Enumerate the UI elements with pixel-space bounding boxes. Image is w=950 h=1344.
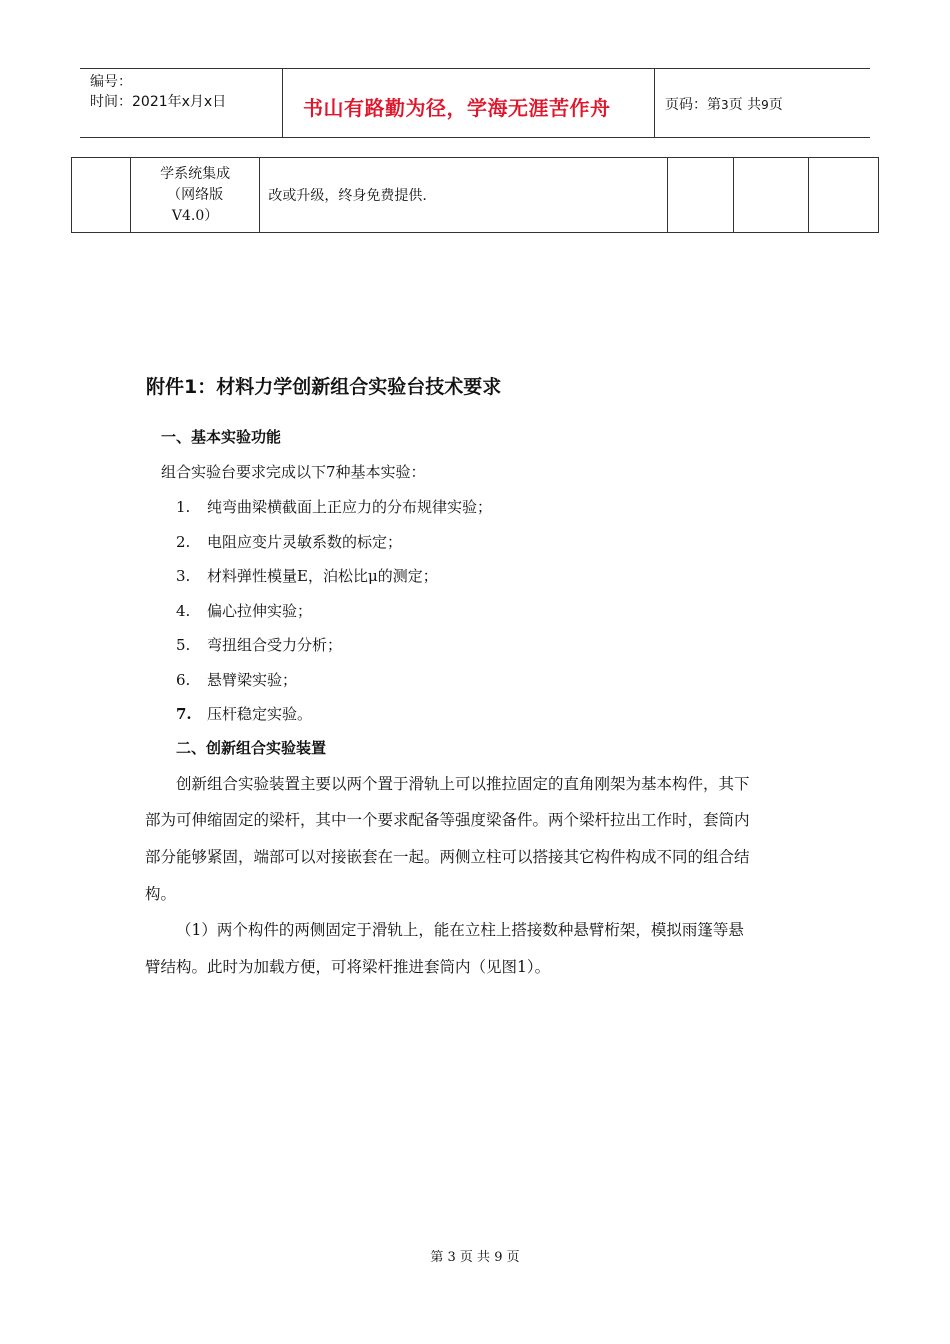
list-text: 材料弹性模量E，泊松比μ的测定； [207, 567, 438, 585]
document-title: 附件1：材料力学创新组合实验台技术要求 [146, 376, 502, 398]
list-number: 6. [176, 671, 191, 689]
list-text: 偏心拉伸实验； [207, 602, 313, 620]
page-prefix: 页码：第 [665, 97, 721, 113]
list-item [176, 600, 312, 621]
list-item [176, 496, 492, 517]
list-number: 5. [176, 636, 191, 654]
page-footer: 第 3 页 共 9 页 [430, 1250, 520, 1265]
section-heading-innovation-device: 二、创新组合实验装置 [176, 739, 327, 757]
list-number: 2. [176, 533, 191, 551]
list-number: 1. [176, 498, 191, 516]
header-motto: 书山有路勤为径，学海无涯苦作舟 [303, 96, 611, 120]
paragraph-line: 创新组合实验装置主要以两个置于滑轨上可以推拉固定的直角刚架为基本构件，其下 [176, 775, 750, 793]
page-current: 3 [721, 98, 729, 112]
paragraph-line: 部为可伸缩固定的梁杆，其中一个要求配备等强度梁备件。两个梁杆拉出工作时，套筒内 [145, 811, 750, 829]
header-page-indicator [665, 94, 783, 114]
page-suffix: 页 [768, 97, 783, 113]
product-name-line: （网络版 [167, 186, 224, 203]
header-motto-cell [283, 69, 655, 137]
description-text: 改或升级，终身免费提供. [268, 188, 427, 204]
header-info-cell [80, 69, 283, 137]
list-number: 7. [176, 705, 192, 723]
table-cell-blank [667, 158, 733, 233]
list-item [176, 634, 342, 655]
page-total: 9 [761, 98, 769, 112]
section-heading-basic-experiments: 一、基本实验功能 [161, 428, 282, 446]
list-text: 悬臂梁实验； [207, 671, 298, 689]
table-cell-product-name [130, 158, 260, 233]
list-text: 弯扭组合受力分析； [207, 636, 343, 654]
spec-table-fragment [71, 157, 879, 233]
table-row [72, 158, 879, 233]
header-time-label: 时间：2021年x月x日 [90, 94, 227, 110]
list-text: 压杆稳定实验。 [207, 705, 313, 723]
page-header [80, 68, 870, 138]
product-name-line: 学系统集成 [160, 165, 231, 182]
list-item [176, 565, 438, 586]
product-name-line: V4.0） [171, 207, 219, 224]
section-intro: 组合实验台要求完成以下7种基本实验： [161, 463, 426, 481]
header-page-cell [655, 69, 870, 137]
list-number: 4. [176, 602, 191, 620]
table-cell-description [260, 158, 667, 233]
table-cell-blank [72, 158, 131, 233]
page-mid: 页 共 [728, 97, 762, 113]
list-text: 纯弯曲梁横截面上正应力的分布规律实验； [207, 498, 493, 516]
table-cell-blank [733, 158, 809, 233]
header-number-label: 编号： [90, 74, 132, 90]
paragraph-line: 部分能够紧固，端部可以对接嵌套在一起。两侧立柱可以搭接其它构件构成不同的组合结 [145, 848, 750, 866]
list-item [176, 531, 402, 552]
table-cell-blank [809, 158, 879, 233]
paragraph-line: 臂结构。此时为加载方便，可将梁杆推进套筒内（见图1）。 [145, 958, 551, 976]
paragraph-line: （1）两个构件的两侧固定于滑轨上，能在立柱上搭接数种悬臂桁架，模拟雨篷等悬 [176, 921, 744, 939]
paragraph-line: 构。 [145, 885, 177, 903]
list-item [176, 703, 312, 724]
list-item [176, 669, 297, 690]
list-number: 3. [176, 567, 191, 585]
list-text: 电阻应变片灵敏系数的标定； [207, 533, 403, 551]
